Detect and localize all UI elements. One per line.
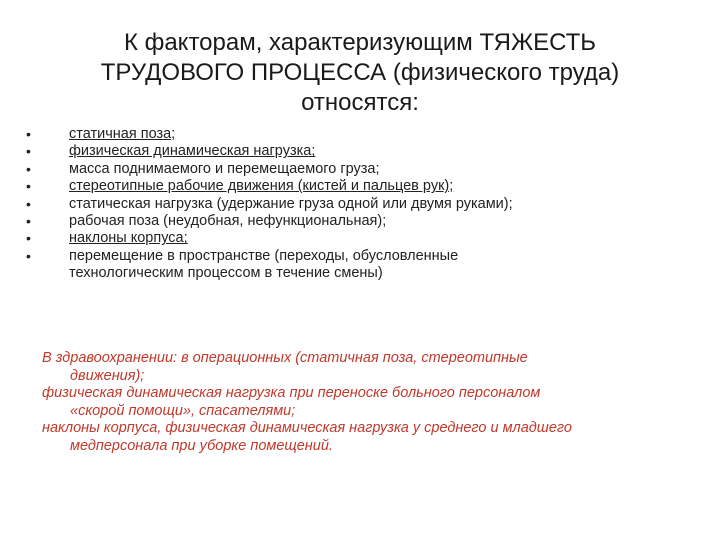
- bullet-icon: •: [26, 195, 31, 212]
- list-item-stereotyped-movements: [22, 178, 682, 195]
- list-item-cargo-mass: [22, 161, 682, 178]
- note-medical-staff: [42, 420, 692, 455]
- bullet-icon: •: [26, 126, 31, 142]
- list-item-text: рабочая поза (неудобная, нефункциональная);: [69, 213, 387, 230]
- list-item-body-bends: [22, 230, 682, 247]
- list-item-text: перемещение в пространстве (переходы, обусловленные: [69, 247, 459, 264]
- list-item-text: статичная поза;: [69, 126, 176, 142]
- list-item-movement-in-space: [22, 248, 682, 283]
- title-line-2: ТРУДОВОГО ПРОЦЕССА (физического труда): [100, 59, 620, 86]
- title-line-1: К факторам, характеризующим ТЯЖЕСТЬ: [123, 29, 597, 56]
- list-item-text: статическая нагрузка (удержание груза одной или двумя руками);: [69, 195, 513, 212]
- bullet-icon: •: [26, 247, 31, 264]
- bullet-icon: •: [26, 178, 31, 195]
- note-text: наклоны корпуса, физическая динамическая нагрузка у среднего и младшего: [42, 420, 572, 436]
- list-item-working-pose: [22, 213, 682, 230]
- list-item-text: стереотипные рабочие движения (кистей и пальцев рук);: [69, 178, 454, 195]
- note-text-continued: медперсонала при уборке помещений.: [70, 437, 333, 454]
- list-item-static-load: [22, 196, 682, 213]
- note-text: В здравоохранении: в операционных (статичная поза, стереотипные: [42, 350, 528, 366]
- note-ambulance-staff: [42, 385, 692, 420]
- list-item-text: масса поднимаемого и перемещаемого груза;: [69, 160, 380, 177]
- bullet-icon: •: [26, 143, 31, 160]
- bullet-icon: •: [26, 230, 31, 247]
- healthcare-notes: [42, 350, 692, 455]
- note-text-continued: движения);: [70, 367, 145, 384]
- list-item-text-continued: технологическим процессом в течение смены): [69, 265, 383, 282]
- slide-title: [60, 28, 660, 118]
- note-operating-rooms: [42, 350, 692, 385]
- list-item-dynamic-load: [22, 143, 682, 160]
- list-item-static-pose: [22, 126, 682, 143]
- bullet-icon: •: [26, 213, 31, 230]
- factor-list: [22, 126, 682, 283]
- list-item-text: физическая динамическая нагрузка;: [69, 143, 316, 160]
- title-line-3: относятся:: [301, 89, 419, 116]
- note-text-continued: «скорой помощи», спасателями;: [70, 402, 296, 419]
- note-text: физическая динамическая нагрузка при переноске больного персоналом: [42, 385, 541, 401]
- list-item-text: наклоны корпуса;: [69, 230, 188, 247]
- bullet-icon: •: [26, 160, 31, 177]
